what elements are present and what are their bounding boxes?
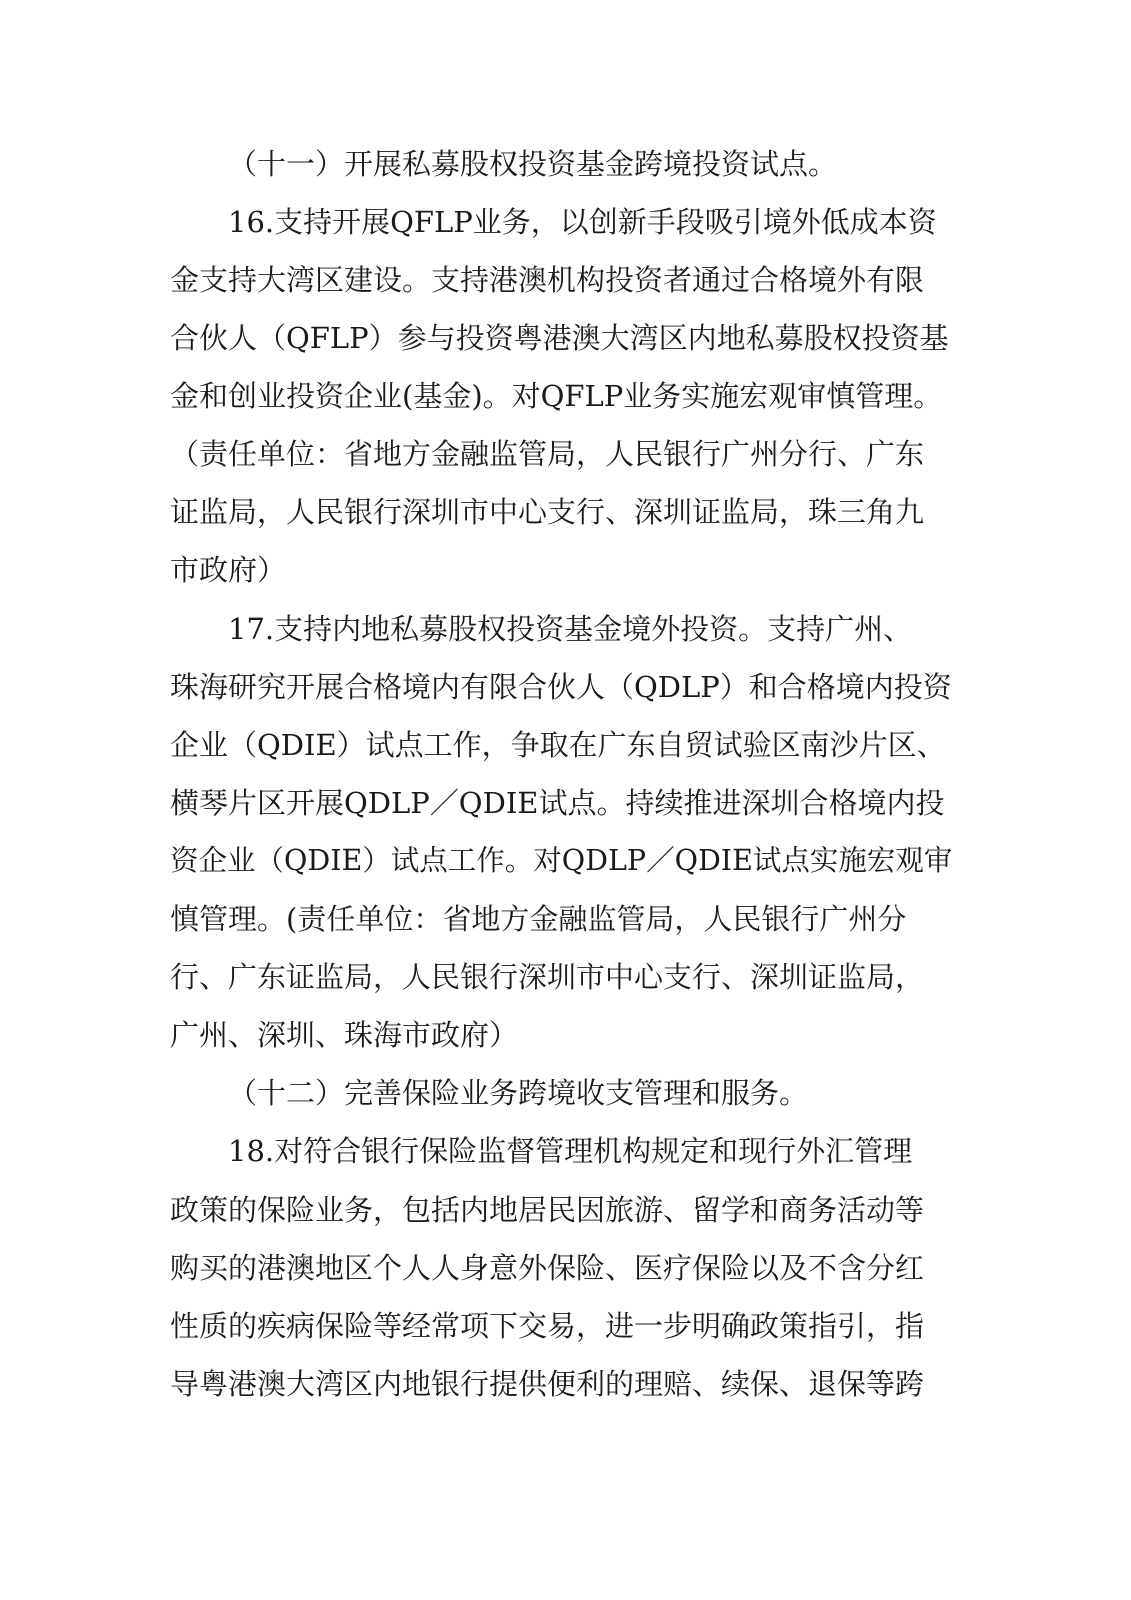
paragraph-line: 合伙人（QFLP）参与投资粤港澳大湾区内地私募股权投资基 <box>170 321 949 355</box>
paragraph-line: 慎管理。(责任单位：省地方金融监管局，人民银行广州分 <box>170 902 907 936</box>
paragraph-line: 17.支持内地私募股权投资基金境外投资。支持广州、 <box>228 612 913 646</box>
paragraph-line: 横琴片区开展QDLP／QDIE试点。持续推进深圳合格境内投 <box>170 786 945 820</box>
paragraph-line: 政策的保险业务，包括内地居民因旅游、留学和商务活动等 <box>170 1193 925 1227</box>
section-heading-12: （十二）完善保险业务跨境收支管理和服务。 <box>228 1076 809 1110</box>
paragraph-line: 珠海研究开展合格境内有限合伙人（QDLP）和合格境内投资 <box>170 670 952 704</box>
paragraph-line: 金支持大湾区建设。支持港澳机构投资者通过合格境外有限 <box>170 263 925 297</box>
paragraph-line: 导粤港澳大湾区内地银行提供便利的理赔、续保、退保等跨 <box>170 1367 925 1401</box>
paragraph-line: 18.对符合银行保险监督管理机构规定和现行外汇管理 <box>228 1134 913 1168</box>
paragraph-line: 行、广东证监局，人民银行深圳市中心支行、深圳证监局， <box>170 960 925 994</box>
paragraph-line: 资企业（QDIE）试点工作。对QDLP／QDIE试点实施宏观审 <box>170 844 953 877</box>
section-heading-11: （十一）开展私募股权投资基金跨境投资试点。 <box>228 147 838 181</box>
paragraph-line: 金和创业投资企业(基金)。对QFLP业务实施宏观审慎管理。 <box>170 379 943 413</box>
paragraph-line: 广州、深圳、珠海市政府） <box>170 1018 519 1052</box>
paragraph-line: 购买的港澳地区个人人身意外保险、医疗保险以及不含分红 <box>170 1251 925 1285</box>
paragraph-line: 16.支持开展QFLP业务，以创新手段吸引境外低成本资 <box>228 205 937 239</box>
paragraph-line: （责任单位：省地方金融监管局，人民银行广州分行、广东 <box>170 437 925 471</box>
paragraph-line: 证监局，人民银行深圳市中心支行、深圳证监局，珠三角九 <box>170 495 925 529</box>
paragraph-line: 性质的疾病保险等经常项下交易，进一步明确政策指引，指 <box>170 1309 925 1343</box>
paragraph-line: 企业（QDIE）试点工作，争取在广东自贸试验区南沙片区、 <box>170 728 946 762</box>
paragraph-line: 市政府） <box>170 553 287 587</box>
